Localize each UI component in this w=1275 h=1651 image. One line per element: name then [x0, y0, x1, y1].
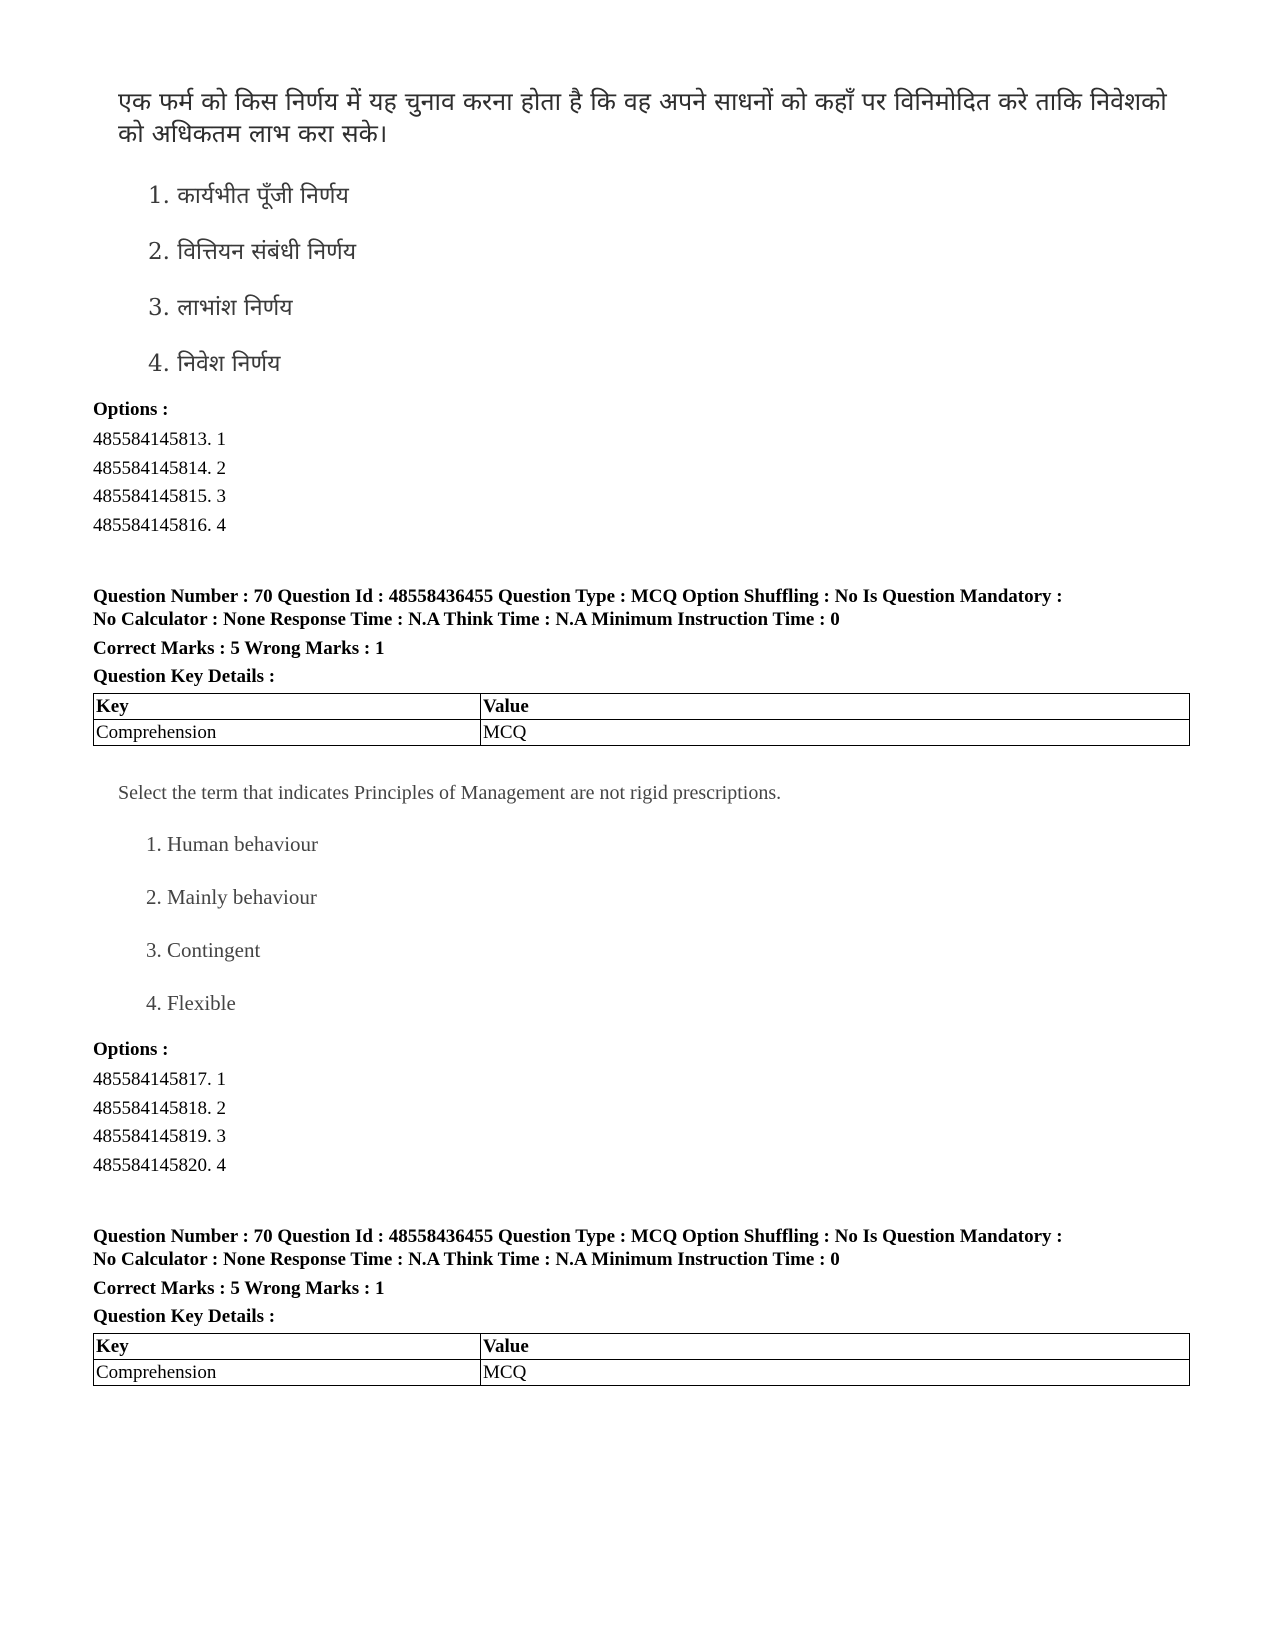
question-meta-line2: No Calculator : None Response Time : N.A Think Time : N.A Minimum Instruction Time : 0	[93, 609, 840, 630]
choice-2: 2. वित्तियन संबंधी निर्णय	[148, 239, 357, 265]
question-meta-line1: Question Number : 70 Question Id : 48558436455 Question Type : MCQ Option Shuffling : No Is Question Mandatory :	[93, 586, 1063, 607]
choice-4: 4. निवेश निर्णय	[148, 351, 281, 377]
table-header-row	[94, 1334, 1190, 1360]
marks-line: Correct Marks : 5 Wrong Marks : 1	[93, 638, 385, 659]
option-item: 485584145818. 2	[93, 1098, 226, 1119]
table-header-value: Value	[481, 694, 1190, 720]
option-item: 485584145815. 3	[93, 486, 226, 507]
question-text-hindi: एक फर्म को किस निर्णय में यह चुनाव करना होता है कि वह अपने साधनों को कहाँ पर विनिमोदित करे ताकि निवेशको को अधिकतम लाभ करा सके।	[118, 87, 1167, 148]
table-cell-key: Comprehension	[94, 1360, 481, 1386]
table-cell-key: Comprehension	[94, 720, 481, 746]
table-cell-value: MCQ	[481, 720, 1190, 746]
option-item: 485584145820. 4	[93, 1155, 226, 1176]
option-item: 485584145819. 3	[93, 1126, 226, 1147]
question-text-english: Select the term that indicates Principles of Management are not rigid prescriptions.	[118, 782, 782, 804]
choice-1: 1. Human behaviour	[146, 832, 319, 856]
option-item: 485584145817. 1	[93, 1069, 226, 1090]
table-header-row	[94, 694, 1190, 720]
option-item: 485584145813. 1	[93, 429, 226, 450]
table-row	[94, 1360, 1190, 1386]
option-item: 485584145814. 2	[93, 458, 226, 479]
key-details-table	[93, 1333, 1190, 1386]
key-details-label: Question Key Details :	[93, 666, 276, 687]
choice-3: 3. Contingent	[146, 938, 261, 962]
choice-4: 4. Flexible	[146, 991, 236, 1015]
key-details-label: Question Key Details :	[93, 1306, 276, 1327]
key-details-table	[93, 693, 1190, 746]
option-item: 485584145816. 4	[93, 515, 226, 536]
choice-2: 2. Mainly behaviour	[146, 885, 317, 909]
choice-1: 1. कार्यभीत पूँजी निर्णय	[148, 183, 349, 209]
table-cell-value: MCQ	[481, 1360, 1190, 1386]
question-meta-line1: Question Number : 70 Question Id : 48558436455 Question Type : MCQ Option Shuffling : No Is Question Mandatory :	[93, 1226, 1063, 1247]
question-meta-line2: No Calculator : None Response Time : N.A Think Time : N.A Minimum Instruction Time : 0	[93, 1249, 840, 1270]
table-header-key: Key	[94, 694, 481, 720]
marks-line: Correct Marks : 5 Wrong Marks : 1	[93, 1278, 385, 1299]
table-header-key: Key	[94, 1334, 481, 1360]
table-header-value: Value	[481, 1334, 1190, 1360]
options-label: Options :	[93, 1039, 169, 1060]
options-label: Options :	[93, 399, 169, 420]
choice-3: 3. लाभांश निर्णय	[148, 295, 293, 321]
table-row	[94, 720, 1190, 746]
